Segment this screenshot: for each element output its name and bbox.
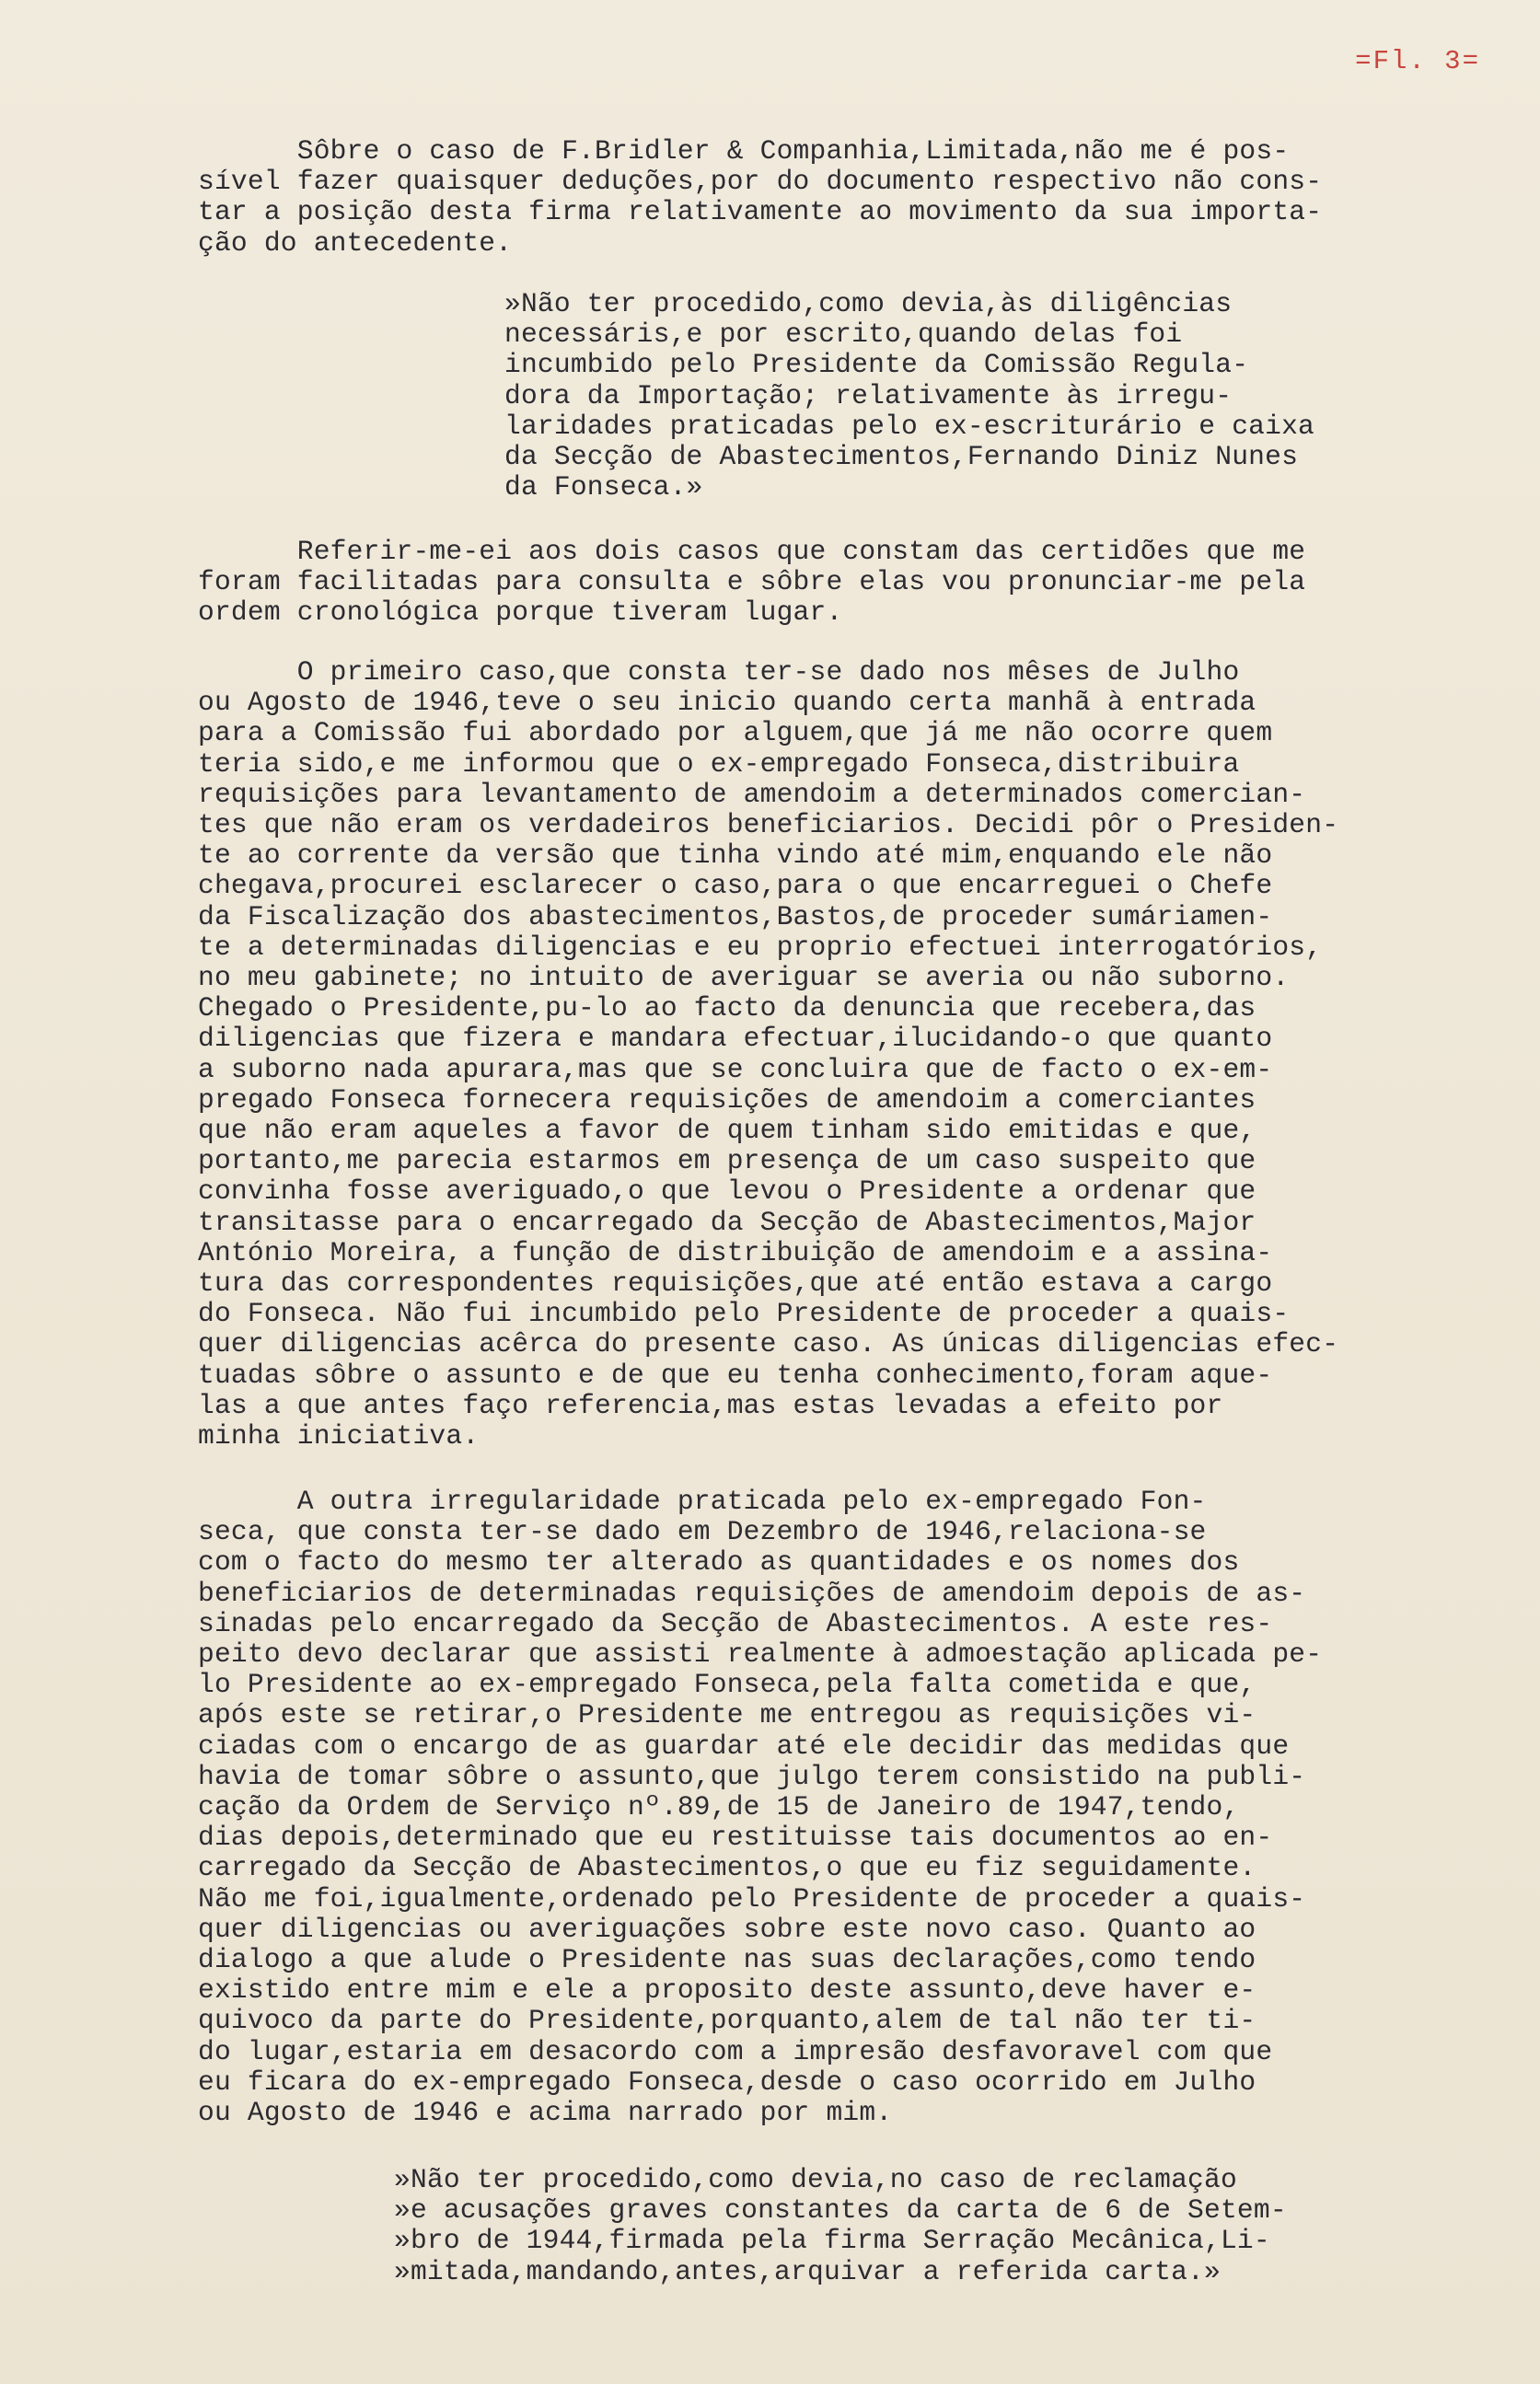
text-line: Chegado o Presidente,pu-lo ao facto da denuncia que recebera,das xyxy=(198,992,1256,1024)
text-line: portanto,me parecia estarmos em presença de um caso suspeito que xyxy=(198,1145,1256,1177)
folio-number: =Fl. 3= xyxy=(1355,46,1480,76)
text-line: chegava,procurei esclarecer o caso,para o que encarreguei o Chefe xyxy=(198,870,1273,902)
text-line: a suborno nada apurara,mas que se concluira que de facto o ex-em- xyxy=(198,1053,1273,1085)
text-line: te ao corrente da versão que tinha vindo até mim,enquando ele não xyxy=(198,839,1273,872)
text-line: ordem cronológica porque tiveram lugar. xyxy=(198,596,843,629)
text-line: havia de tomar sôbre o assunto,que julgo terem consistido na publi- xyxy=(198,1760,1306,1792)
text-line: carregado da Secção de Abastecimentos,o que eu fiz seguidamente. xyxy=(198,1852,1256,1884)
paragraph-intro-cases xyxy=(198,537,1305,629)
text-line: tuadas sôbre o assunto e de que eu tenha conhecimento,foram aque- xyxy=(198,1359,1273,1391)
text-line: ou Agosto de 1946,teve o seu inicio quando certa manhã à entrada xyxy=(198,687,1256,719)
text-line: »e acusações graves constantes da carta de 6 de Setem- xyxy=(394,2194,1287,2227)
text-line: sível fazer quaisquer deduções,por do documento respectivo não cons- xyxy=(198,166,1323,198)
text-line: que não eram aqueles a favor de quem tinham sido emitidas e que, xyxy=(198,1115,1256,1147)
text-line: incumbido pelo Presidente da Comissão Regula- xyxy=(504,349,1249,381)
text-line: com o facto do mesmo ter alterado as quantidades e os nomes dos xyxy=(198,1546,1240,1579)
text-line: do Fonseca. Não fui incumbido pelo Presidente de proceder a quais- xyxy=(198,1298,1290,1330)
paragraph-bridler xyxy=(198,136,1322,259)
text-line: tura das correspondentes requisições,que até então estava a cargo xyxy=(198,1267,1273,1300)
text-line: minha iniciativa. xyxy=(198,1420,480,1452)
text-line: existido entre mim e ele a proposito deste assunto,deve haver e- xyxy=(198,1974,1256,2007)
text-line: transitasse para o encarregado da Secção de Abastecimentos,Major xyxy=(198,1206,1256,1238)
text-line: Sôbre o caso de F.Bridler & Companhia,Limitada,não me é pos- xyxy=(198,135,1290,167)
text-line: teria sido,e me informou que o ex-empregado Fonseca,distribuira xyxy=(198,747,1240,780)
text-line: dora da Importação; relativamente às irregu- xyxy=(504,379,1233,411)
text-line: laridades praticadas pelo ex-escriturário e caixa xyxy=(504,410,1314,442)
text-line: após este se retirar,o Presidente me entregou as requisições vi- xyxy=(198,1699,1256,1731)
text-line: »Não ter procedido,como devia,no caso de reclamação xyxy=(394,2164,1237,2195)
text-line: Não me foi,igualmente,ordenado pelo Presidente de proceder a quais- xyxy=(198,1882,1306,1915)
text-line: quer diligencias acêrca do presente caso. As únicas diligencias efec- xyxy=(198,1328,1339,1360)
paragraph-second-case xyxy=(198,1487,1322,2128)
text-line: dialogo a que alude o Presidente nas suas declarações,como tendo xyxy=(198,1944,1256,1976)
text-line: dias depois,determinado que eu restituisse tais documentos ao en- xyxy=(198,1822,1273,1854)
text-line: da Fiscalização dos abastecimentos,Bastos,de proceder sumáriamen- xyxy=(198,900,1273,932)
text-line: beneficiarios de determinadas requisições de amendoim depois de as- xyxy=(198,1577,1306,1609)
text-line: sinadas pelo encarregado da Secção de Abastecimentos. A este res- xyxy=(198,1607,1273,1639)
text-line: »bro de 1944,firmada pela firma Serração Mecânica,Li- xyxy=(394,2225,1270,2257)
text-line: da Fonseca.» xyxy=(504,471,703,503)
text-line: António Moreira, a função de distribuição de amendoim e a assina- xyxy=(198,1236,1273,1268)
text-line: necessáris,e por escrito,quando delas foi xyxy=(504,318,1183,351)
text-line: tar a posição desta firma relativamente ao movimento da sua importa- xyxy=(198,196,1323,228)
text-line: foram facilitadas para consulta e sôbre elas vou pronunciar-me pela xyxy=(198,566,1306,598)
text-line: te a determinadas diligencias e eu proprio efectuei interrogatórios, xyxy=(198,931,1323,963)
text-line: pregado Fonseca fornecera requisições de amendoim a comerciantes xyxy=(198,1083,1256,1116)
text-line: tes que não eram os verdadeiros beneficiarios. Decidi pôr o Presiden- xyxy=(198,809,1339,841)
text-line: no meu gabinete; no intuito de averiguar se averia ou não suborno. xyxy=(198,962,1290,994)
text-line: ou Agosto de 1946 e acima narrado por mim. xyxy=(198,2097,893,2129)
quoted-charge-1 xyxy=(504,289,1314,503)
text-line: ção do antecedente. xyxy=(198,226,513,259)
text-line: diligencias que fizera e mandara efectuar,ilucidando-o que quanto xyxy=(198,1023,1273,1055)
text-line: requisições para levantamento de amendoim a determinados comercian- xyxy=(198,778,1306,810)
text-line: »Não ter procedido,como devia,às diligências xyxy=(504,288,1233,319)
text-line: O primeiro caso,que consta ter-se dado nos mêses de Julho xyxy=(198,656,1240,688)
text-line: para a Comissão fui abordado por alguem,que já me não ocorre quem xyxy=(198,717,1273,749)
text-line: quivoco da parte do Presidente,porquanto,alem de tal não ter ti- xyxy=(198,2005,1256,2037)
text-line: lo Presidente ao ex-empregado Fonseca,pela falta cometida e que, xyxy=(198,1669,1256,1701)
text-line: cação da Ordem de Serviço nº.89,de 15 de Janeiro de 1947,tendo, xyxy=(198,1791,1240,1823)
text-line: peito devo declarar que assisti realmente à admoestação aplicada pe- xyxy=(198,1638,1323,1671)
text-line: las a que antes faço referencia,mas estas levadas a efeito por xyxy=(198,1389,1223,1421)
text-line: Referir-me-ei aos dois casos que constam das certidões que me xyxy=(198,536,1306,567)
text-line: »mitada,mandando,antes,arquivar a referida carta.» xyxy=(394,2255,1221,2287)
text-line: eu ficara do ex-empregado Fonseca,desde o caso ocorrido em Julho xyxy=(198,2066,1256,2098)
quoted-charge-2 xyxy=(394,2165,1287,2287)
text-line: do lugar,estaria em desacordo com a impresão desfavoravel com que xyxy=(198,2035,1273,2067)
text-line: convinha fosse averiguado,o que levou o Presidente a ordenar que xyxy=(198,1175,1256,1208)
text-line: da Secção de Abastecimentos,Fernando Diniz Nunes xyxy=(504,441,1299,473)
text-line: seca, que consta ter-se dado em Dezembro de 1946,relaciona-se xyxy=(198,1516,1207,1548)
text-line: ciadas com o encargo de as guardar até ele decidir das medidas que xyxy=(198,1730,1290,1762)
text-line: A outra irregularidade praticada pelo ex-empregado Fon- xyxy=(198,1486,1207,1517)
paragraph-first-case xyxy=(198,657,1338,1452)
text-line: quer diligencias ou averiguações sobre este novo caso. Quanto ao xyxy=(198,1913,1256,1945)
